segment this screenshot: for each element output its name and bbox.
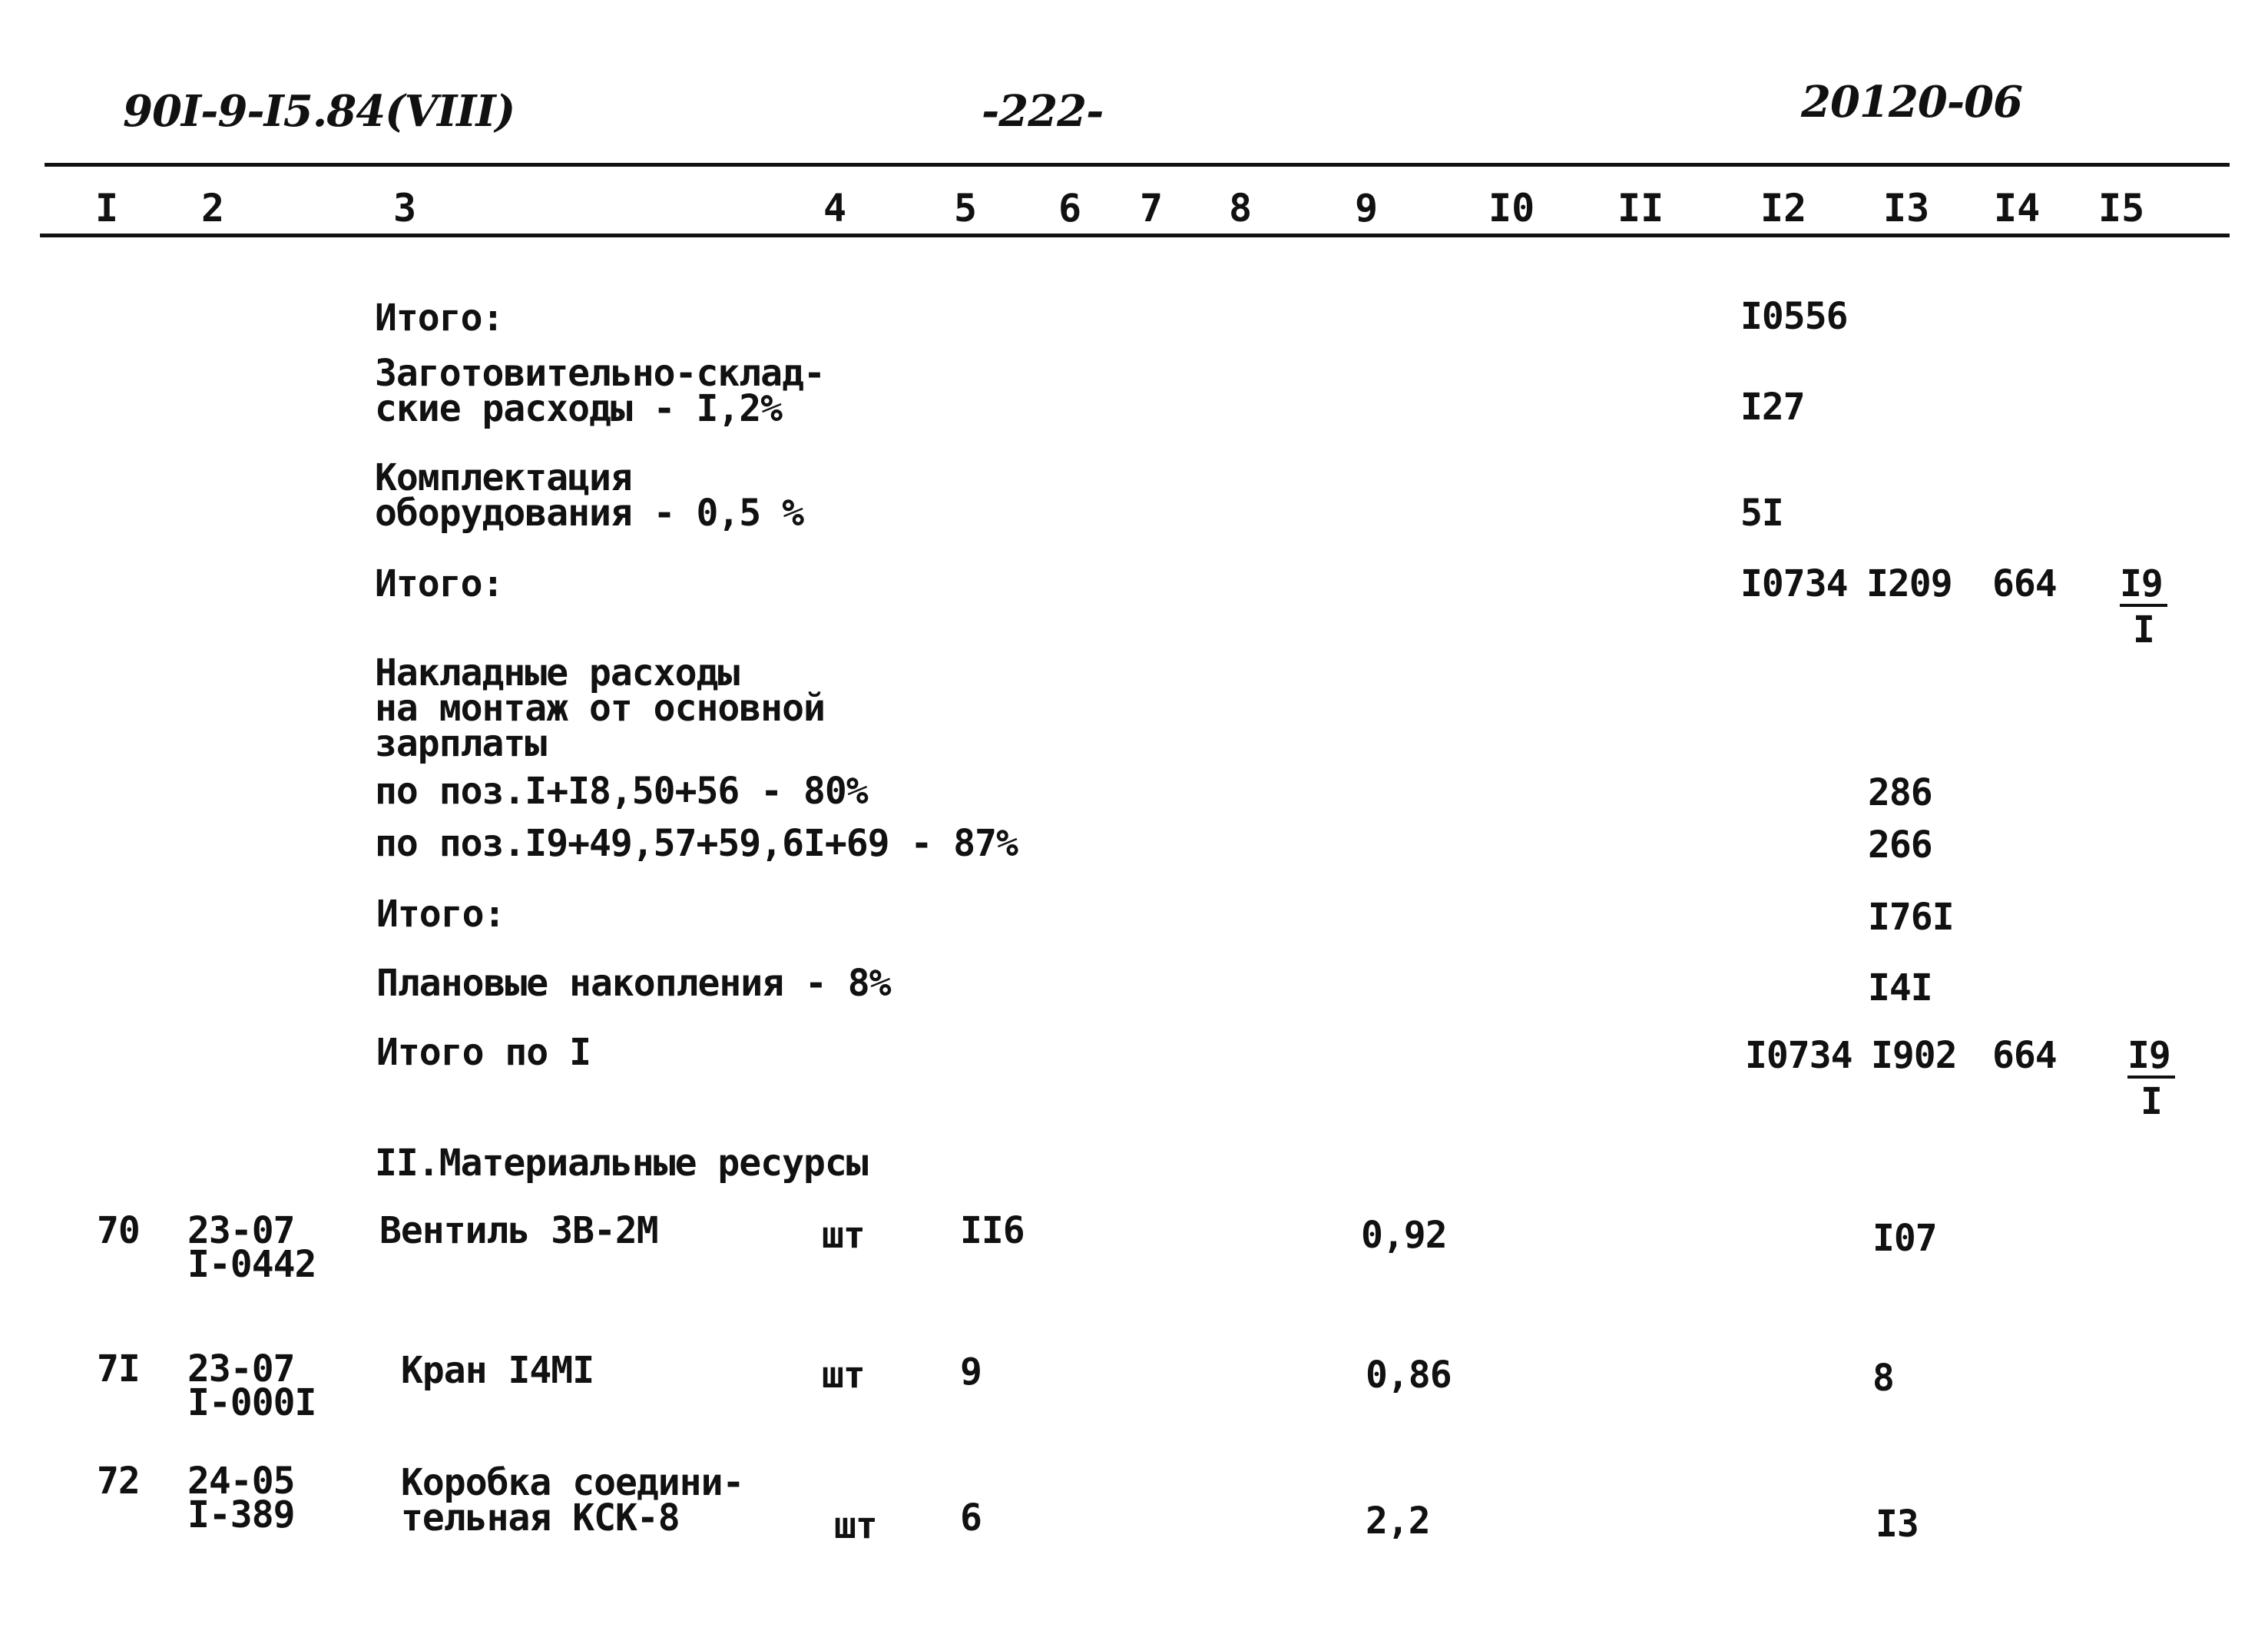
col-header-9: 9 <box>1355 186 1379 230</box>
equipment-label-line2: оборудования - 0,5 % <box>375 492 803 535</box>
planned-col13: I4I <box>1868 966 1932 1009</box>
section-title: II.Материальные ресурсы <box>375 1142 868 1185</box>
document-code: 90I-9-I5.84(VIII) <box>123 86 515 137</box>
overhead-a-label: по поз.I+I8,50+56 - 80% <box>375 770 868 813</box>
row-unit: шт <box>822 1354 865 1397</box>
equipment-col12: 5I <box>1740 492 1783 535</box>
row-quantity: 6 <box>960 1496 982 1540</box>
fraction-numerator: I9 <box>2127 1037 2175 1079</box>
row-unit: шт <box>834 1504 877 1547</box>
row-code-line1: 23-07 <box>187 1347 295 1390</box>
row-number: 7I <box>97 1347 140 1390</box>
fraction-denominator: I <box>2132 608 2154 651</box>
overhead-b-label: по поз.I9+49,57+59,6I+69 - 87% <box>375 822 1018 865</box>
col-header-8: 8 <box>1229 186 1253 230</box>
row-name-line1: Коробка соедини- <box>401 1461 744 1504</box>
row-quantity: 9 <box>960 1351 982 1394</box>
fraction-denominator: I <box>2140 1080 2162 1123</box>
overhead-a-col13: 286 <box>1868 771 1932 814</box>
row-total: 8 <box>1872 1357 1894 1400</box>
total-i-col13: I902 <box>1871 1034 1957 1077</box>
total2-col14: 664 <box>1992 562 2057 605</box>
col-header-5: 5 <box>954 186 978 230</box>
row-total: I07 <box>1872 1217 1937 1260</box>
total-i-label: Итого по I <box>376 1031 591 1074</box>
row-code-line2: I-389 <box>187 1493 295 1536</box>
row-price: 0,92 <box>1361 1214 1447 1257</box>
row-total: I3 <box>1876 1503 1919 1546</box>
col-header-1: I <box>95 186 119 230</box>
total-i-col15-fraction <box>2127 1034 2175 1123</box>
overhead-label-line3: зарплаты <box>375 722 547 765</box>
procurement-label-line1: Заготовительно-склад- <box>375 352 825 395</box>
col-header-7: 7 <box>1140 186 1164 230</box>
total2-label: Итого: <box>375 562 504 605</box>
col-header-2: 2 <box>201 186 225 230</box>
total2-col12: I0734 <box>1740 562 1848 605</box>
row-unit: шт <box>822 1214 865 1257</box>
row-code-line1: 24-05 <box>187 1460 295 1503</box>
col-header-13: I3 <box>1883 186 1930 230</box>
overhead-b-col13: 266 <box>1868 824 1932 867</box>
document-number: 20120-06 <box>1801 77 2022 128</box>
total-label: Итого: <box>375 297 504 340</box>
row-number: 72 <box>97 1460 140 1503</box>
col-header-15: I5 <box>2098 186 2145 230</box>
overhead-label-line2: на монтаж от основной <box>375 687 825 730</box>
total2-col13: I209 <box>1866 562 1952 605</box>
header-rule-bottom <box>40 234 2230 237</box>
total3-label: Итого: <box>376 893 505 936</box>
row-number: 70 <box>97 1209 140 1252</box>
row-code-line2: I-0442 <box>187 1243 316 1286</box>
total-i-col14: 664 <box>1992 1034 2057 1077</box>
col-header-12: I2 <box>1760 186 1807 230</box>
planned-label: Плановые накопления - 8% <box>376 962 891 1005</box>
col-header-4: 4 <box>823 186 847 230</box>
total3-col13: I76I <box>1868 896 1954 939</box>
row-name-line2: тельная КСК-8 <box>401 1496 680 1540</box>
col-header-11: II <box>1617 186 1664 230</box>
overhead-label-line1: Накладные расходы <box>375 651 740 694</box>
row-code-line1: 23-07 <box>187 1209 295 1252</box>
header-rule-top <box>45 163 2230 167</box>
total2-col15-fraction <box>2120 562 2167 651</box>
page-number: -222- <box>982 86 1104 137</box>
col-header-14: I4 <box>1994 186 2041 230</box>
row-code-line2: I-000I <box>187 1381 316 1424</box>
col-header-3: 3 <box>393 186 417 230</box>
row-quantity: II6 <box>960 1209 1025 1252</box>
fraction-numerator: I9 <box>2120 565 2167 607</box>
total-col12: I0556 <box>1740 295 1848 338</box>
row-name-line1: Кран I4МI <box>401 1349 594 1392</box>
col-header-6: 6 <box>1058 186 1082 230</box>
procurement-col12: I27 <box>1740 386 1805 429</box>
col-header-10: I0 <box>1488 186 1535 230</box>
total-i-col12: I0734 <box>1745 1034 1852 1077</box>
row-price: 0,86 <box>1366 1354 1452 1397</box>
row-name-line1: Вентиль 3В-2М <box>379 1209 658 1252</box>
procurement-label-line2: ские расходы - I,2% <box>375 387 783 430</box>
equipment-label-line1: Комплектация <box>375 456 632 499</box>
row-price: 2,2 <box>1366 1500 1430 1543</box>
